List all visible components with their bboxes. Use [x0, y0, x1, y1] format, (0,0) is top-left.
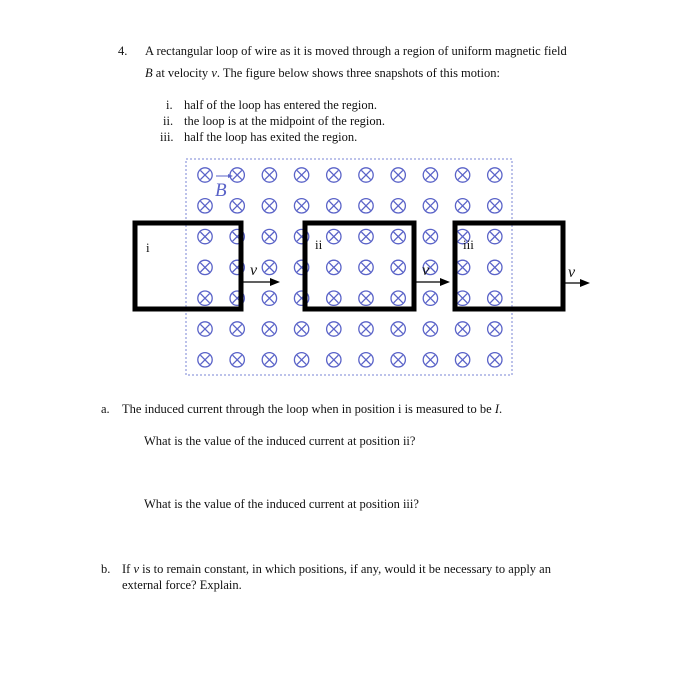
field-label-text: B [215, 180, 227, 201]
field-into-page-icon [294, 168, 308, 182]
field-into-page-icon [230, 353, 244, 367]
field-into-page-icon [488, 260, 502, 274]
loop-iii-velocity-label: v [568, 264, 576, 281]
field-into-page-icon [294, 322, 308, 336]
velocity-vector-symbol: v [211, 66, 217, 80]
current-symbol: I [494, 402, 500, 416]
field-into-page-icon [198, 260, 212, 274]
field-into-page-icon [198, 168, 212, 182]
field-into-page-icon [359, 322, 373, 336]
part-b-letter: b. [101, 562, 111, 576]
part-a-prompt: The induced current through the loop when in position i is measured to be I. [122, 402, 503, 416]
field-into-page-icon [488, 199, 502, 213]
field-into-page-icon [423, 199, 437, 213]
snapshot-item-i: i. half of the loop has entered the region. [166, 98, 377, 112]
field-into-page-icon [488, 353, 502, 367]
field-into-page-icon [423, 291, 437, 305]
loop-i-label: i [146, 240, 150, 255]
loop-iii [455, 223, 590, 309]
field-into-page-icon [294, 199, 308, 213]
field-into-page-icon [391, 260, 405, 274]
field-into-page-icon [198, 322, 212, 336]
field-into-page-icon [230, 322, 244, 336]
snapshot-item-ii: ii. the loop is at the midpoint of the region. [163, 114, 386, 128]
field-vector-symbol: B [145, 66, 153, 80]
field-into-page-icon [391, 322, 405, 336]
field-into-page-icon [391, 168, 405, 182]
field-into-page-icon [423, 353, 437, 367]
field-into-page-icon [455, 199, 469, 213]
field-into-page-icon [423, 168, 437, 182]
part-a-letter: a. [101, 402, 110, 416]
field-into-page-icon [262, 199, 276, 213]
part-b-line1: If v is to remain constant, in which positions, if any, would it be necessary to apply an [122, 562, 551, 576]
field-into-page-icon [391, 199, 405, 213]
field-into-page-icon [488, 168, 502, 182]
field-into-page-icon [391, 291, 405, 305]
field-into-page-icon [198, 229, 212, 243]
field-into-page-icon [262, 260, 276, 274]
field-into-page-icon [327, 353, 341, 367]
field-into-page-icon [488, 291, 502, 305]
field-into-page-icon [230, 199, 244, 213]
part-a-question-ii: What is the value of the induced current at position ii? [144, 434, 416, 448]
field-into-page-icon [262, 229, 276, 243]
field-into-page-icon [359, 199, 373, 213]
loop-iii-label: iii [463, 237, 474, 252]
field-into-page-icon [262, 291, 276, 305]
part-a-question-iii: What is the value of the induced current at position iii? [144, 497, 419, 511]
field-into-page-icon [391, 353, 405, 367]
field-into-page-icon [327, 229, 341, 243]
field-into-page-icon [262, 322, 276, 336]
field-into-page-icon [230, 168, 244, 182]
field-into-page-icon [391, 229, 405, 243]
field-into-page-icon [327, 168, 341, 182]
field-into-page-icon [327, 291, 341, 305]
field-into-page-icon [198, 199, 212, 213]
field-into-page-icon [198, 291, 212, 305]
snapshot-item-iii: iii. half the loop has exited the region. [160, 130, 358, 144]
loop-ii-velocity-label: v [422, 262, 430, 279]
field-into-page-icon [359, 260, 373, 274]
field-into-page-icon [327, 260, 341, 274]
field-into-page-icon [488, 229, 502, 243]
field-into-page-icon [455, 322, 469, 336]
field-into-page-icon [455, 168, 469, 182]
field-into-page-icon [455, 291, 469, 305]
field-into-page-icon [359, 353, 373, 367]
field-into-page-icon [455, 260, 469, 274]
field-into-page-icon [294, 353, 308, 367]
loop-ii-label: ii [315, 237, 323, 252]
field-into-page-icon [359, 168, 373, 182]
loop-i-velocity-label: v [250, 262, 258, 279]
field-into-page-icon [455, 353, 469, 367]
question-number: 4. [118, 44, 128, 58]
field-into-page-icon [262, 353, 276, 367]
velocity-vector-symbol-b: v [133, 562, 140, 576]
field-into-page-icon [488, 322, 502, 336]
field-into-page-icon [423, 229, 437, 243]
part-b-line2: external force? Explain. [122, 578, 242, 592]
question-intro-line1: A rectangular loop of wire as it is moved through a region of uniform magnetic field [145, 44, 567, 58]
field-into-page-icon [359, 229, 373, 243]
field-into-page-icon [262, 168, 276, 182]
field-into-page-icon [359, 291, 373, 305]
field-into-page-icon [327, 322, 341, 336]
field-into-page-icon [423, 322, 437, 336]
field-into-page-icon [198, 353, 212, 367]
field-into-page-icon [327, 199, 341, 213]
question-intro-line2: B at velocity v. The figure below shows three snapshots of this motion: [145, 66, 500, 80]
